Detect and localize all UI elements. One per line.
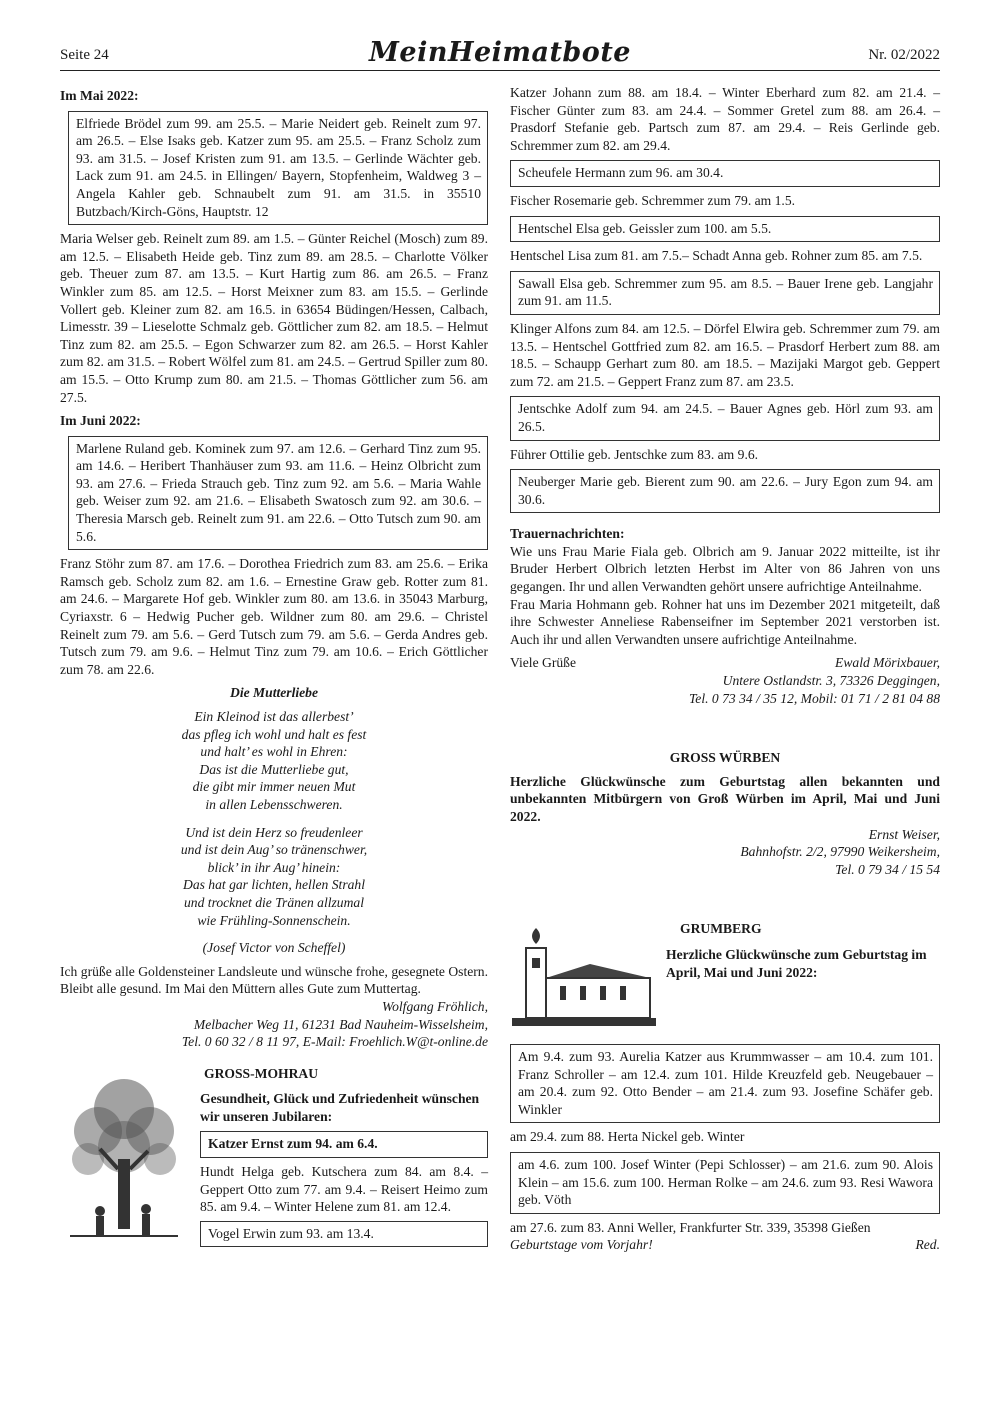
grumberg-box-1-text: Am 9.4. zum 93. Aurelia Katzer aus Krummwasser – am 10.4. zum 101. Franz Schroller – am 12.4. zum 101. Hilde Kreuzfeld geb. Neugebauer – am 20.4. zum 92. Otto Bender – am 21.4. zum 93. Josefine Schäfer geb. Winkler <box>518 1048 933 1117</box>
poem-line: Und ist dein Herz so freudenleer <box>185 824 363 840</box>
mohrau-text: Hundt Helga geb. Kutschera zum 84. am 8.4. – Geppert Otto zum 77. am 9.4. – Reisert Heimo zum 85. am 9.4. – Winter Helene zum 81. am 12.4. <box>200 1164 488 1215</box>
right-column <box>510 84 940 1254</box>
section-grumberg <box>510 921 940 1254</box>
right-box-1 <box>510 160 940 187</box>
right-box-1-text: Scheufele Hermann zum 96. am 30.4. <box>518 165 724 181</box>
church-illustration <box>510 924 658 1039</box>
right-box-2-text: Hentschel Elsa geb. Geissler zum 100. am 5.5. <box>518 220 772 236</box>
grumberg-p1: am 29.4. zum 88. Herta Nickel geb. Winter <box>510 1129 745 1145</box>
sig-line: Bahnhofstr. 2/2, 97990 Weikersheim, <box>740 844 940 860</box>
wuerben-text: Herzliche Glückwünsche zum Geburtstag allen bekannten und unbekannten Mitbürgern von Groß Würben im April, Mai und Juni 2022. <box>510 773 940 824</box>
poem-title: Die Mutterliebe <box>230 685 318 701</box>
signature-moerixbauer <box>689 654 940 707</box>
poem-stanza-2 <box>60 824 488 930</box>
sig-line: Melbacher Weg 11, 61231 Bad Nauheim-Wisselsheim, <box>193 1016 488 1032</box>
poem-line: und halt’ es wohl in Ehren: <box>200 744 348 760</box>
poem-line: wie Frühling-Sonnenschein. <box>197 912 351 928</box>
right-box-2 <box>510 216 940 243</box>
grumberg-box-2-text: am 4.6. zum 100. Josef Winter (Pepi Schlosser) – am 21.6. zum 90. Alois Klein – am 15.6. zum 100. Herman Rolke – am 24.6. zum 93. Resi Wawora geb. Vöth <box>518 1156 933 1208</box>
june-text: Franz Stöhr zum 87. am 17.6. – Dorothea Friedrich zum 83. am 25.6. – Erika Ramsch geb. Scholz zum 82. am 1.6. – Ernestine Graw geb. Rotter zum 81. am 24.6. – Margarete Hof geb. Winkler zum 80. am 13.6. in 35043 Marburg, Cyriaxstr. 6 – Hedwig Pucher geb. Wildner zum 80. am 29.6. – Christel Reinelt zum 79. am 5.6. – Gerd Tutsch zum 79. am 5.6. – Gerda Andres geb. Tutsch zum 79. am 9.6. – Helmut Tinz zum 79. am 10.6. – Erich Göttlicher zum 78. am 22.6. <box>60 556 488 677</box>
sig-line: Tel. 0 73 34 / 35 12, Mobil: 01 71 / 2 81 04 88 <box>689 690 940 706</box>
grumberg-figure-row <box>510 921 940 1039</box>
may-box-text: Elfriede Brödel zum 99. am 25.5. – Marie Neidert geb. Reinelt zum 97. am 26.5. – Else Isaks geb. Katzer zum 95. am 25.5. – Franz Scholz zum 93. am 31.5. – Josef Kristen zum 91. am 13.5. – Gerlinde Wächter geb. Lack zum 91. am 24.5. in Ellingen/ Bayern, Stopfenheim, Waldweg 3 – Angela Kahler geb. Schnaubelt zum 91. am 31.5. in 35510 Butzbach/Kirch-Göns, Hauptstr. 12 <box>76 115 481 219</box>
sig-line: Tel. 0 79 34 / 15 54 <box>835 861 940 877</box>
poem-line: die gibt mir immer neuen Mut <box>192 779 356 795</box>
section-gross-mohrau <box>60 1065 488 1253</box>
grumberg-p2: am 27.6. zum 83. Anni Weller, Frankfurter Str. 339, 35398 Gießen <box>510 1219 871 1235</box>
footer-red: Red. <box>915 1237 940 1253</box>
wuerben-title: GROSS WÜRBEN <box>669 750 781 766</box>
poem-line: Das hat gar lichten, hellen Strahl <box>183 877 365 893</box>
poem-author: (Josef Victor von Scheffel) <box>202 940 346 956</box>
mourning-title: Trauernachrichten: <box>510 526 625 542</box>
may-heading: Im Mai 2022: <box>60 88 139 103</box>
mohrau-box-2-text: Vogel Erwin zum 93. am 13.4. <box>208 1225 374 1241</box>
right-p1: Katzer Johann zum 88. am 18.4. – Winter Eberhard zum 82. am 21.4. – Fischer Günter zum 83. am 24.4. – Sommer Gretel zum 88. am 26.4. – Prasdorf Stefanie geb. Partsch zum 87. am 29.4. – Reis Gerlinde geb. Schremmer zum 82. am 29.4. <box>510 85 940 153</box>
greeting-short: Viele Grüße <box>510 655 576 671</box>
sig-line: Untere Ostlandstr. 3, 73326 Deggingen, <box>722 673 940 689</box>
mohrau-box-1 <box>200 1131 488 1158</box>
mourning-text-2: Frau Maria Hohmann geb. Rohner hat uns im Dezember 2021 mitgeteilt, daß ihre Schwester Anneliese Rabenseifner im September 2021 verstorben ist. Auch ihr und allen Verwandten unsere aufrichtige Anteilnahme. <box>510 596 940 647</box>
poem-line: blick’ in ihr Aug’ hinein: <box>207 859 341 875</box>
poem-line: in allen Lebensschweren. <box>205 796 343 812</box>
june-box <box>68 436 488 551</box>
tree-illustration <box>60 1069 188 1244</box>
right-p4: Klinger Alfons zum 84. am 12.5. – Dörfel Elwira geb. Schremmer zum 79. am 13.5. – Hentschel Gottfried zum 82. am 16.5. – Prasdorf Herbert zum 88. am 18.5. – Schaupp Gerhart zum 80. am 18.5. – Mazijaki Margot geb. Geppert zum 72. am 21.5. – Geppert Franz zum 87. am 23.5. <box>510 320 940 389</box>
issue-number: Nr. 02/2022 <box>868 47 940 63</box>
poem-line: Das ist die Mutterliebe gut, <box>199 761 349 777</box>
greeting-text: Ich grüße alle Goldensteiner Landsleute und wünsche frohe, gesegnete Ostern. Bleibt alle gesund. Im Mai den Müttern alles Gute zum Muttertag. <box>60 963 488 997</box>
june-heading: Im Juni 2022: <box>60 413 141 429</box>
greeting-row <box>510 654 940 707</box>
grumberg-title: GRUMBERG <box>680 921 762 937</box>
poem-line: und trocknet die Tränen allzumal <box>184 894 364 910</box>
poem <box>60 684 488 956</box>
page-number: Seite 24 <box>60 47 109 63</box>
may-box <box>68 111 488 226</box>
mohrau-box-2 <box>200 1221 488 1248</box>
signature-froehlich <box>60 998 488 1051</box>
mohrau-figure-row <box>60 1065 488 1253</box>
sig-line: Wolfgang Fröhlich, <box>382 998 488 1014</box>
right-box-4 <box>510 396 940 440</box>
right-box-4-text: Jentschke Adolf zum 94. am 24.5. – Bauer Agnes geb. Hörl zum 93. am 26.5. <box>518 401 933 434</box>
poem-line: Ein Kleinod ist das allerbest’ <box>194 709 354 724</box>
right-p3: Hentschel Lisa zum 81. am 7.5.– Schadt Anna geb. Rohner zum 85. am 7.5. <box>510 248 923 264</box>
grumberg-footer <box>510 1236 940 1254</box>
right-box-5-text: Neuberger Marie geb. Bierent zum 90. am 22.6. – Jury Egon zum 94. am 30.6. <box>518 474 933 507</box>
grumberg-box-2 <box>510 1152 940 1214</box>
sig-line: Ewald Mörixbauer, <box>835 655 940 671</box>
signature-weiser <box>510 826 940 879</box>
grumberg-intro: Herzliche Glückwünsche zum Geburtstag im April, Mai und Juni 2022: <box>666 946 927 980</box>
poem-line: das pfleg ich wohl und halt es fest <box>181 726 367 742</box>
mohrau-text-block <box>188 1065 488 1253</box>
footer-note: Geburtstage vom Vorjahr! <box>510 1237 653 1253</box>
right-p2: Fischer Rosemarie geb. Schremmer zum 79. am 1.5. <box>510 192 796 208</box>
mohrau-box-1-text: Katzer Ernst zum 94. am 6.4. <box>208 1136 378 1152</box>
right-box-5 <box>510 469 940 513</box>
mohrau-title: GROSS-MOHRAU <box>204 1065 319 1081</box>
page-header <box>60 30 940 71</box>
left-column <box>60 84 488 1257</box>
sig-line: Tel. 0 60 32 / 8 11 97, E-Mail: Froehlich.W@t-online.de <box>181 1034 488 1050</box>
right-box-3-text: Sawall Elsa geb. Schremmer zum 95. am 8.5. – Bauer Irene geb. Langjahr zum 91. am 11.5. <box>518 275 933 309</box>
poem-stanza-1 <box>60 708 488 814</box>
grumberg-text-block <box>658 921 940 987</box>
mohrau-intro: Gesundheit, Glück und Zufriedenheit wünschen wir unseren Jubilaren: <box>200 1091 480 1124</box>
june-box-text: Marlene Ruland geb. Kominek zum 97. am 12.6. – Gerhard Tinz zum 95. am 14.6. – Heribert Thanhäuser zum 93. am 11.6. – Heinz Olbricht zum 93. am 27.6. – Frieda Strauch geb. Tinz zum 92. am 5.6. – Maria Wahle geb. Weiser zum 92. am 21.6. – Elisabeth Swatosch zum 92. am 30.6. – Theresia Marsch geb. Reinelt zum 91. am 22.6. – Otto Tutsch zum 90. am 5.6. <box>76 440 481 544</box>
grumberg-box-1 <box>510 1044 940 1123</box>
right-box-3 <box>510 271 940 315</box>
poem-line: und ist dein Aug’ so tränenschwer, <box>180 842 368 858</box>
mourning-text-1: Wie uns Frau Marie Fiala geb. Olbrich am 9. Januar 2022 mitteilte, ist ihr Bruder Herbert Olbrich letzten Herbst im Alter von 86 Jahren von uns gegangen. Ihr und allen Verwandten gehört unsere aufrichtige Anteilnahme. <box>510 543 940 595</box>
newspaper-logo: MeinHeimatbote <box>369 37 631 68</box>
sig-line: Ernst Weiser, <box>868 826 940 842</box>
right-p5: Führer Ottilie geb. Jentschke zum 83. am 9.6. <box>510 446 759 462</box>
may-text: Maria Welser geb. Reinelt zum 89. am 1.5. – Günter Reichel (Mosch) zum 89. am 12.5. – Elisabeth Heide geb. Tinz zum 89. am 28.5. – Charlotte Völker geb. Theuer zum 87. am 13.5. – Kurt Hartig zum 86. am 26.5. – Franz Winkler zum 85. am 12.5. – Horst Meixner zum 83. am 15.5. – Gerlinde Vollert geb. Kleiner zum 82. am 16.5. in 63654 Büdingen/Hessen, Calbach, Limesstr. 39 – Lieselotte Schmalz geb. Göttlicher zum 82. am 18.5. – Helmut Tinz zum 82. am 25.5. – Egon Schwarzer zum 82. am 26.5. – Horst Kahler zum 82. am 31.5. – Robert Wölfel zum 81. am 24.5. – Gertrud Spiller zum 80. am 15.5. – Otto Krump zum 80. am 21.5. – Thomas Göttlicher zum 56. am 27.5. <box>60 231 488 405</box>
